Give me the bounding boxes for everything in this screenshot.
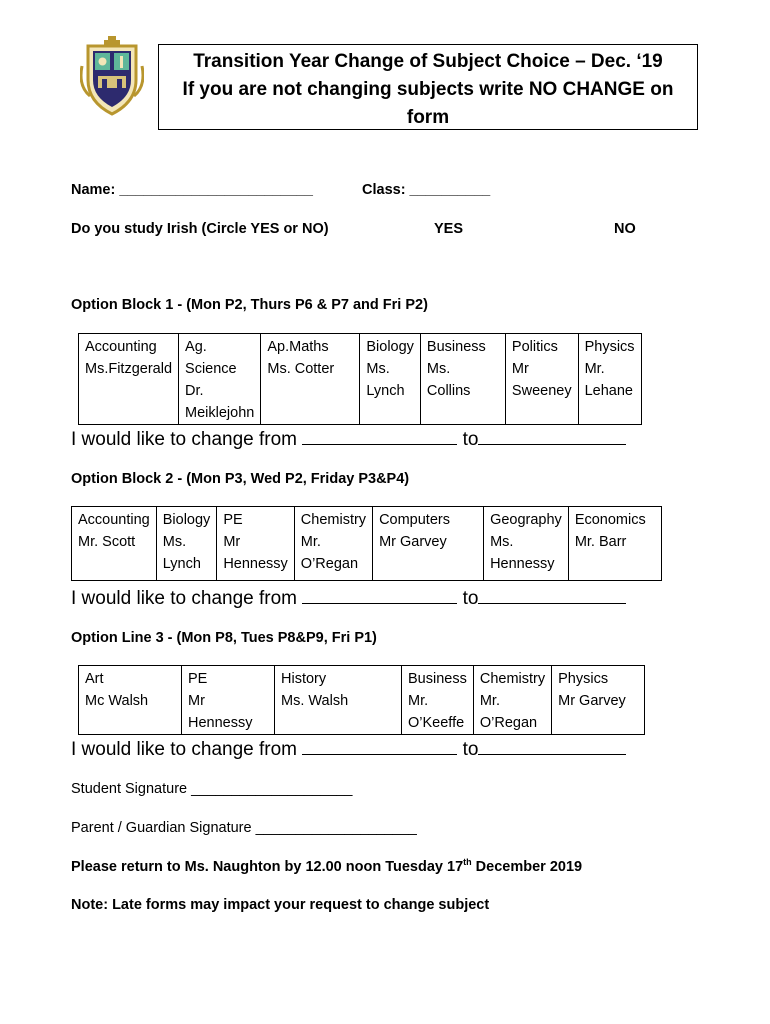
subject-cell: Ag. Science Dr. Meiklejohn bbox=[179, 334, 261, 425]
title-line-2: If you are not changing subjects write NO CHANGE on bbox=[182, 79, 674, 100]
return-instructions: Please return to Ms. Naughton by 12.00 noon Tuesday 17th December 2019 bbox=[71, 857, 583, 875]
school-crest-logo bbox=[80, 36, 144, 118]
irish-no-option[interactable]: NO bbox=[614, 221, 636, 237]
subject-cell: Physics Mr. Lehane bbox=[578, 334, 641, 425]
parent-signature-field[interactable]: Parent / Guardian Signature ____________________ bbox=[71, 820, 417, 836]
subject-cell: Economics Mr. Barr bbox=[568, 507, 661, 581]
class-field[interactable]: Class: __________ bbox=[362, 182, 491, 198]
subject-cell: Accounting Ms.Fitzgerald bbox=[79, 334, 179, 425]
irish-question: Do you study Irish (Circle YES or NO) bbox=[71, 221, 329, 237]
subject-cell: Physics Mr Garvey bbox=[552, 666, 645, 735]
title-box bbox=[158, 44, 698, 130]
block-3-change-line[interactable]: I would like to change from to bbox=[71, 736, 626, 761]
subject-cell: Business Ms. Collins bbox=[420, 334, 505, 425]
title-line-1: Transition Year Change of Subject Choice – Dec. ‘19 bbox=[193, 51, 663, 72]
subject-cell: Geography Ms. Hennessy bbox=[484, 507, 569, 581]
subject-cell: Biology Ms. Lynch bbox=[360, 334, 421, 425]
subject-cell: Business Mr. O’Keeffe bbox=[402, 666, 474, 735]
block-1-change-line[interactable]: I would like to change from to bbox=[71, 426, 626, 451]
block-1-heading: Option Block 1 - (Mon P2, Thurs P6 & P7 and Fri P2) bbox=[71, 297, 428, 313]
late-forms-note: Note: Late forms may impact your request to change subject bbox=[71, 897, 490, 913]
irish-yes-option[interactable]: YES bbox=[434, 221, 464, 237]
block-1-table bbox=[78, 333, 642, 425]
subject-cell: Ap.Maths Ms. Cotter bbox=[261, 334, 360, 425]
subject-cell: History Ms. Walsh bbox=[275, 666, 402, 735]
subject-cell: PE Mr Hennessy bbox=[217, 507, 294, 581]
subject-cell: Chemistry Mr. O’Regan bbox=[473, 666, 551, 735]
subject-cell: Politics Mr Sweeney bbox=[505, 334, 578, 425]
subject-cell: Computers Mr Garvey bbox=[373, 507, 484, 581]
block-2-table bbox=[71, 506, 662, 581]
block-3-heading: Option Line 3 - (Mon P8, Tues P8&P9, Fri P1) bbox=[71, 630, 377, 646]
subject-cell: PE Mr Hennessy bbox=[182, 666, 275, 735]
block-2-heading: Option Block 2 - (Mon P3, Wed P2, Friday P3&P4) bbox=[71, 471, 410, 487]
subject-cell: Accounting Mr. Scott bbox=[72, 507, 157, 581]
block-3-table bbox=[78, 665, 645, 735]
name-field[interactable]: Name: ________________________ bbox=[71, 182, 313, 198]
subject-cell: Art Mc Walsh bbox=[79, 666, 182, 735]
title-line-3: form bbox=[406, 107, 450, 128]
student-signature-field[interactable]: Student Signature ____________________ bbox=[71, 781, 353, 797]
subject-cell: Chemistry Mr. O’Regan bbox=[294, 507, 372, 581]
subject-cell: Biology Ms. Lynch bbox=[156, 507, 217, 581]
block-2-change-line[interactable]: I would like to change from to bbox=[71, 585, 626, 610]
